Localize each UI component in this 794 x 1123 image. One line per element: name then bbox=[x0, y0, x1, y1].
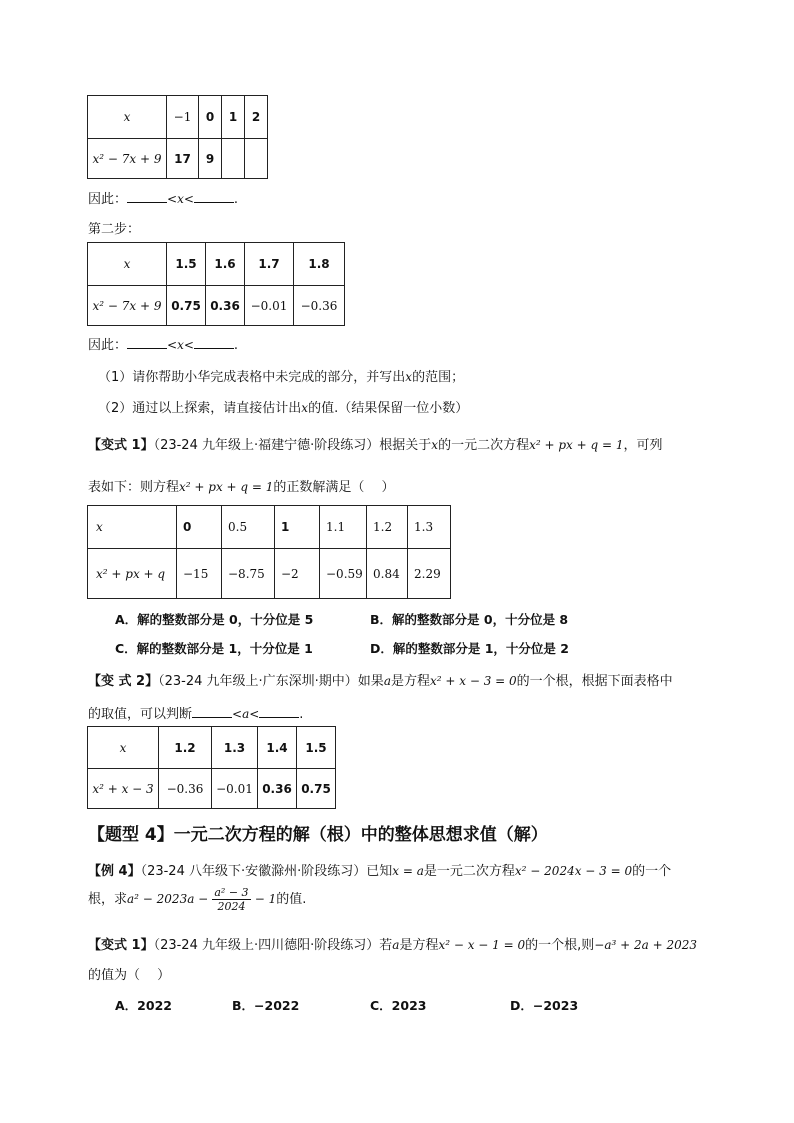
table-cell: x² + px + q bbox=[88, 549, 177, 599]
answer-blank bbox=[192, 707, 232, 718]
answer-blank bbox=[194, 338, 234, 349]
table-cell: x bbox=[88, 727, 159, 769]
example4-line1: 【例 4】（23-24 八年级下·安徽滁州·阶段练习）已知x = a是一元二次方程x² − 2024x − 3 = 0的一个 bbox=[88, 864, 672, 879]
variant3-line1: 【变式 1】（23-24 九年级上·四川德阳·阶段练习）若a是方程x² − x − 1 = 0的一个根,则−a³ + 2a + 2023 bbox=[88, 938, 697, 953]
question-2: （2）通过以上探索，请直接估计出x的值.（结果保留一位小数） bbox=[98, 401, 469, 416]
table-cell: 0.36 bbox=[206, 286, 245, 326]
example4-line2: 根，求a² − 2023a − $\frac{\text{a² − 3}}{2024}$ − 1的值. bbox=[88, 886, 307, 913]
table-cell: 1.6 bbox=[206, 243, 245, 286]
variant3-line2: 的值为（ ） bbox=[88, 968, 171, 983]
table-cell: −2 bbox=[275, 549, 320, 599]
table-cell: 1.2 bbox=[159, 727, 212, 769]
option-c[interactable]: C．解的整数部分是 1，十分位是 1 bbox=[115, 641, 313, 656]
table-cell: x² − 7x + 9 bbox=[88, 286, 167, 326]
table-cell: −15 bbox=[177, 549, 222, 599]
table-cell: 0.75 bbox=[297, 769, 336, 809]
variant1-line1: 【变式 1】（23-24 九年级上·福建宁德·阶段练习）根据关于x的一元二次方程x² + px + q = 1，可列 bbox=[88, 438, 663, 453]
option-d[interactable]: D．−2023 bbox=[510, 998, 579, 1013]
table-cell: −1 bbox=[167, 96, 199, 139]
table-cell: 0.36 bbox=[258, 769, 297, 809]
option-b[interactable]: B．−2022 bbox=[232, 998, 300, 1013]
table-cell: −0.01 bbox=[245, 286, 294, 326]
table-cell: 1.4 bbox=[258, 727, 297, 769]
table-cell: 0 bbox=[177, 506, 222, 549]
fraction: $\frac{\text{a² − 3}}{2024}$ bbox=[214, 886, 249, 913]
option-b[interactable]: B．解的整数部分是 0，十分位是 8 bbox=[370, 612, 569, 627]
table-cell: x² + x − 3 bbox=[88, 769, 159, 809]
table-cell: −8.75 bbox=[222, 549, 275, 599]
table-cell: −0.01 bbox=[212, 769, 258, 809]
table-cell: 1 bbox=[275, 506, 320, 549]
table-cell bbox=[222, 139, 245, 179]
table-cell: 1.5 bbox=[297, 727, 336, 769]
option-c[interactable]: C．2023 bbox=[370, 998, 427, 1013]
answer-blank bbox=[259, 707, 299, 718]
step2-label: 第二步： bbox=[88, 222, 141, 237]
table-cell bbox=[245, 139, 268, 179]
table-first-step bbox=[87, 95, 268, 179]
variant1-line2: 表如下：则方程x² + px + q = 1的正数解满足（ ） bbox=[88, 480, 395, 495]
table-cell: 2.29 bbox=[408, 549, 451, 599]
option-a[interactable]: A．2022 bbox=[115, 998, 172, 1013]
table-variant2 bbox=[87, 726, 336, 809]
answer-blank bbox=[194, 192, 234, 203]
table-cell: x bbox=[88, 96, 167, 139]
option-d[interactable]: D．解的整数部分是 1，十分位是 2 bbox=[370, 641, 569, 656]
table-cell: −0.36 bbox=[159, 769, 212, 809]
variant2-line2: 的取值，可以判断 <a< . bbox=[88, 707, 304, 722]
table-cell: 1.5 bbox=[167, 243, 206, 286]
table-cell: 1.3 bbox=[212, 727, 258, 769]
answer-blank bbox=[127, 192, 167, 203]
therefore-line-2: 因此： <x< . bbox=[88, 338, 239, 353]
table-cell: 0 bbox=[199, 96, 222, 139]
variant2-line1: 【变 式 2】（23-24 九年级上·广东深圳·期中）如果a是方程x² + x − 3 = 0的一个根，根据下面表格中 bbox=[88, 674, 673, 689]
table-cell: 1 bbox=[222, 96, 245, 139]
section-heading: 【题型 4】一元二次方程的解（根）中的整体思想求值（解） bbox=[88, 825, 548, 845]
table-cell: x bbox=[88, 506, 177, 549]
table-cell: 2 bbox=[245, 96, 268, 139]
table-cell: 0.84 bbox=[367, 549, 408, 599]
table-cell: 0.5 bbox=[222, 506, 275, 549]
question-1: （1）请你帮助小华完成表格中未完成的部分，并写出x的范围； bbox=[98, 370, 465, 385]
table-second-step bbox=[87, 242, 345, 326]
therefore-line-1: 因此： <x< . bbox=[88, 192, 239, 207]
table-cell: x² − 7x + 9 bbox=[88, 139, 167, 179]
table-cell: 1.8 bbox=[294, 243, 345, 286]
table-cell: −0.36 bbox=[294, 286, 345, 326]
table-cell: 0.75 bbox=[167, 286, 206, 326]
table-cell: 17 bbox=[167, 139, 199, 179]
table-cell: 1.7 bbox=[245, 243, 294, 286]
answer-blank bbox=[127, 338, 167, 349]
table-cell: 9 bbox=[199, 139, 222, 179]
option-a[interactable]: A．解的整数部分是 0，十分位是 5 bbox=[115, 612, 314, 627]
table-cell: 1.1 bbox=[320, 506, 367, 549]
table-cell: x bbox=[88, 243, 167, 286]
table-cell: 1.3 bbox=[408, 506, 451, 549]
table-cell: 1.2 bbox=[367, 506, 408, 549]
table-variant1 bbox=[87, 505, 451, 599]
table-cell: −0.59 bbox=[320, 549, 367, 599]
